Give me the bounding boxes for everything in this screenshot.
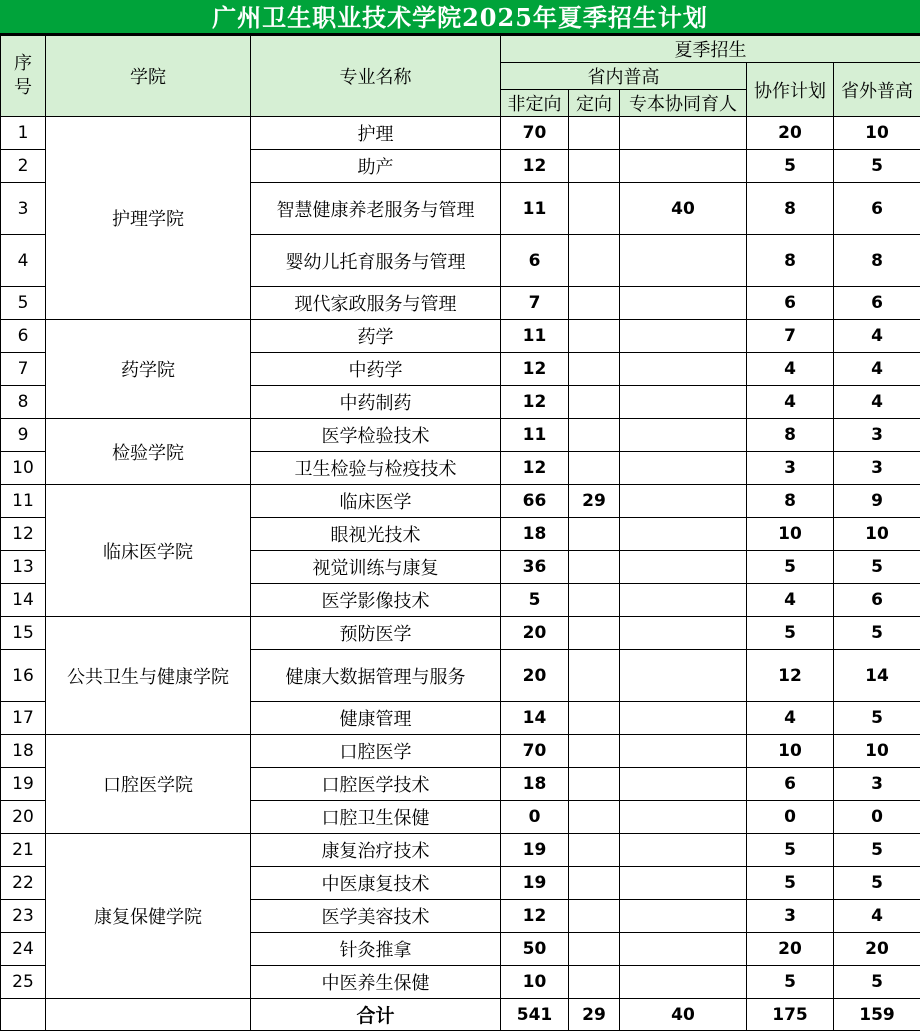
college-name: 公共卫生与健康学院 [46, 617, 251, 735]
major-name: 医学检验技术 [251, 419, 501, 452]
out-province-count: 5 [834, 617, 920, 650]
collab-count [620, 933, 747, 966]
cooperation-count: 8 [747, 235, 834, 287]
cooperation-count: 5 [747, 617, 834, 650]
cooperation-count: 5 [747, 966, 834, 999]
collab-count [620, 353, 747, 386]
non-directed-count: 7 [501, 287, 569, 320]
cooperation-count: 8 [747, 183, 834, 235]
directed-count [569, 452, 620, 485]
row-index: 25 [1, 966, 46, 999]
out-province-count: 0 [834, 801, 920, 834]
major-name: 智慧健康养老服务与管理 [251, 183, 501, 235]
directed-count [569, 650, 620, 702]
directed-count [569, 150, 620, 183]
out-province-count: 4 [834, 320, 920, 353]
header-non-directed: 非定向 [501, 90, 569, 117]
directed-count [569, 183, 620, 235]
row-index: 8 [1, 386, 46, 419]
table-row [1, 735, 920, 768]
major-name: 口腔医学 [251, 735, 501, 768]
cooperation-count: 0 [747, 801, 834, 834]
row-index: 3 [1, 183, 46, 235]
major-name: 视觉训练与康复 [251, 551, 501, 584]
major-name: 中药学 [251, 353, 501, 386]
header-collab: 专本协同育人 [620, 90, 747, 117]
non-directed-count: 12 [501, 900, 569, 933]
row-index: 17 [1, 702, 46, 735]
table-row [1, 617, 920, 650]
header-in-province: 省内普高 [501, 63, 747, 90]
row-index: 6 [1, 320, 46, 353]
cooperation-count: 10 [747, 735, 834, 768]
non-directed-count: 11 [501, 419, 569, 452]
directed-count [569, 551, 620, 584]
cooperation-count: 4 [747, 584, 834, 617]
major-name: 婴幼儿托育服务与管理 [251, 235, 501, 287]
cooperation-count: 12 [747, 650, 834, 702]
collab-count [620, 485, 747, 518]
major-name: 口腔卫生保健 [251, 801, 501, 834]
directed-count [569, 900, 620, 933]
header-summer: 夏季招生 [501, 36, 920, 63]
collab-count [620, 966, 747, 999]
non-directed-count: 11 [501, 320, 569, 353]
total-label: 合计 [251, 999, 501, 1031]
major-name: 中医康复技术 [251, 867, 501, 900]
out-province-count: 3 [834, 452, 920, 485]
directed-count [569, 617, 620, 650]
directed-count [569, 867, 620, 900]
collab-count [620, 900, 747, 933]
major-name: 护理 [251, 117, 501, 150]
out-province-count: 10 [834, 117, 920, 150]
major-name: 医学美容技术 [251, 900, 501, 933]
cooperation-count: 5 [747, 834, 834, 867]
directed-count: 29 [569, 485, 620, 518]
cooperation-count: 4 [747, 353, 834, 386]
non-directed-count: 70 [501, 117, 569, 150]
total-out-province: 159 [834, 999, 920, 1031]
directed-count [569, 320, 620, 353]
directed-count [569, 735, 620, 768]
directed-count [569, 518, 620, 551]
collab-count [620, 650, 747, 702]
out-province-count: 5 [834, 867, 920, 900]
cooperation-count: 10 [747, 518, 834, 551]
major-name: 卫生检验与检疫技术 [251, 452, 501, 485]
directed-count [569, 287, 620, 320]
enrollment-plan-table [0, 35, 920, 1031]
out-province-count: 4 [834, 353, 920, 386]
collab-count [620, 551, 747, 584]
row-index: 15 [1, 617, 46, 650]
cooperation-count: 5 [747, 867, 834, 900]
header-seq: 序号 [1, 36, 46, 117]
row-index: 9 [1, 419, 46, 452]
non-directed-count: 36 [501, 551, 569, 584]
collab-count [620, 386, 747, 419]
collab-count [620, 834, 747, 867]
directed-count [569, 419, 620, 452]
out-province-count: 5 [834, 702, 920, 735]
collab-count [620, 735, 747, 768]
collab-count [620, 419, 747, 452]
row-index: 18 [1, 735, 46, 768]
directed-count [569, 834, 620, 867]
out-province-count: 3 [834, 768, 920, 801]
row-index: 24 [1, 933, 46, 966]
header-cooperation-plan: 协作计划 [747, 63, 834, 117]
out-province-count: 6 [834, 584, 920, 617]
row-index: 12 [1, 518, 46, 551]
total-cooperation: 175 [747, 999, 834, 1031]
directed-count [569, 966, 620, 999]
major-name: 健康管理 [251, 702, 501, 735]
cooperation-count: 5 [747, 551, 834, 584]
collab-count [620, 150, 747, 183]
out-province-count: 5 [834, 150, 920, 183]
total-blank-index [1, 999, 46, 1031]
cooperation-count: 8 [747, 419, 834, 452]
row-index: 21 [1, 834, 46, 867]
out-province-count: 20 [834, 933, 920, 966]
row-index: 23 [1, 900, 46, 933]
directed-count [569, 353, 620, 386]
cooperation-count: 8 [747, 485, 834, 518]
college-name: 护理学院 [46, 117, 251, 320]
collab-count [620, 702, 747, 735]
row-index: 2 [1, 150, 46, 183]
row-index: 22 [1, 867, 46, 900]
non-directed-count: 11 [501, 183, 569, 235]
out-province-count: 6 [834, 183, 920, 235]
major-name: 针灸推拿 [251, 933, 501, 966]
out-province-count: 5 [834, 551, 920, 584]
out-province-count: 14 [834, 650, 920, 702]
major-name: 眼视光技术 [251, 518, 501, 551]
collab-count [620, 801, 747, 834]
row-index: 4 [1, 235, 46, 287]
directed-count [569, 933, 620, 966]
non-directed-count: 50 [501, 933, 569, 966]
out-province-count: 5 [834, 834, 920, 867]
major-name: 中医养生保健 [251, 966, 501, 999]
cooperation-count: 7 [747, 320, 834, 353]
out-province-count: 10 [834, 518, 920, 551]
row-index: 11 [1, 485, 46, 518]
out-province-count: 4 [834, 386, 920, 419]
major-name: 康复治疗技术 [251, 834, 501, 867]
non-directed-count: 12 [501, 353, 569, 386]
non-directed-count: 70 [501, 735, 569, 768]
major-name: 助产 [251, 150, 501, 183]
cooperation-count: 20 [747, 933, 834, 966]
cooperation-count: 6 [747, 287, 834, 320]
non-directed-count: 19 [501, 867, 569, 900]
major-name: 口腔医学技术 [251, 768, 501, 801]
cooperation-count: 3 [747, 452, 834, 485]
table-row [1, 485, 920, 518]
non-directed-count: 66 [501, 485, 569, 518]
non-directed-count: 5 [501, 584, 569, 617]
table-row [1, 834, 920, 867]
non-directed-count: 0 [501, 801, 569, 834]
non-directed-count: 12 [501, 386, 569, 419]
non-directed-count: 18 [501, 768, 569, 801]
out-province-count: 8 [834, 235, 920, 287]
college-name: 康复保健学院 [46, 834, 251, 999]
college-name: 口腔医学院 [46, 735, 251, 834]
collab-count: 40 [620, 183, 747, 235]
cooperation-count: 6 [747, 768, 834, 801]
major-name: 中药制药 [251, 386, 501, 419]
row-index: 14 [1, 584, 46, 617]
table-row [1, 320, 920, 353]
non-directed-count: 6 [501, 235, 569, 287]
collab-count [620, 452, 747, 485]
cooperation-count: 20 [747, 117, 834, 150]
non-directed-count: 18 [501, 518, 569, 551]
out-province-count: 6 [834, 287, 920, 320]
page-title: 广州卫生职业技术学院2025年夏季招生计划 [0, 0, 920, 35]
non-directed-count: 12 [501, 150, 569, 183]
major-name: 预防医学 [251, 617, 501, 650]
major-name: 现代家政服务与管理 [251, 287, 501, 320]
collab-count [620, 320, 747, 353]
directed-count [569, 235, 620, 287]
total-blank-college [46, 999, 251, 1031]
collab-count [620, 584, 747, 617]
cooperation-count: 5 [747, 150, 834, 183]
row-index: 16 [1, 650, 46, 702]
header-college: 学院 [46, 36, 251, 117]
row-index: 10 [1, 452, 46, 485]
header-major: 专业名称 [251, 36, 501, 117]
major-name: 药学 [251, 320, 501, 353]
directed-count [569, 768, 620, 801]
non-directed-count: 14 [501, 702, 569, 735]
out-province-count: 3 [834, 419, 920, 452]
table-row [1, 117, 920, 150]
college-name: 药学院 [46, 320, 251, 419]
collab-count [620, 617, 747, 650]
header-directed: 定向 [569, 90, 620, 117]
non-directed-count: 12 [501, 452, 569, 485]
out-province-count: 9 [834, 485, 920, 518]
total-non-directed: 541 [501, 999, 569, 1031]
directed-count [569, 702, 620, 735]
row-index: 13 [1, 551, 46, 584]
non-directed-count: 10 [501, 966, 569, 999]
cooperation-count: 3 [747, 900, 834, 933]
collab-count [620, 518, 747, 551]
row-index: 19 [1, 768, 46, 801]
total-collab: 40 [620, 999, 747, 1031]
cooperation-count: 4 [747, 386, 834, 419]
row-index: 20 [1, 801, 46, 834]
directed-count [569, 801, 620, 834]
total-row [1, 999, 920, 1031]
row-index: 7 [1, 353, 46, 386]
out-province-count: 10 [834, 735, 920, 768]
collab-count [620, 287, 747, 320]
college-name: 临床医学院 [46, 485, 251, 617]
collab-count [620, 867, 747, 900]
directed-count [569, 386, 620, 419]
row-index: 5 [1, 287, 46, 320]
directed-count [569, 117, 620, 150]
collab-count [620, 768, 747, 801]
table-row [1, 419, 920, 452]
total-directed: 29 [569, 999, 620, 1031]
non-directed-count: 20 [501, 650, 569, 702]
row-index: 1 [1, 117, 46, 150]
non-directed-count: 20 [501, 617, 569, 650]
out-province-count: 4 [834, 900, 920, 933]
collab-count [620, 117, 747, 150]
major-name: 临床医学 [251, 485, 501, 518]
major-name: 健康大数据管理与服务 [251, 650, 501, 702]
college-name: 检验学院 [46, 419, 251, 485]
cooperation-count: 4 [747, 702, 834, 735]
directed-count [569, 584, 620, 617]
header-out-province: 省外普高 [834, 63, 920, 117]
major-name: 医学影像技术 [251, 584, 501, 617]
out-province-count: 5 [834, 966, 920, 999]
non-directed-count: 19 [501, 834, 569, 867]
collab-count [620, 235, 747, 287]
